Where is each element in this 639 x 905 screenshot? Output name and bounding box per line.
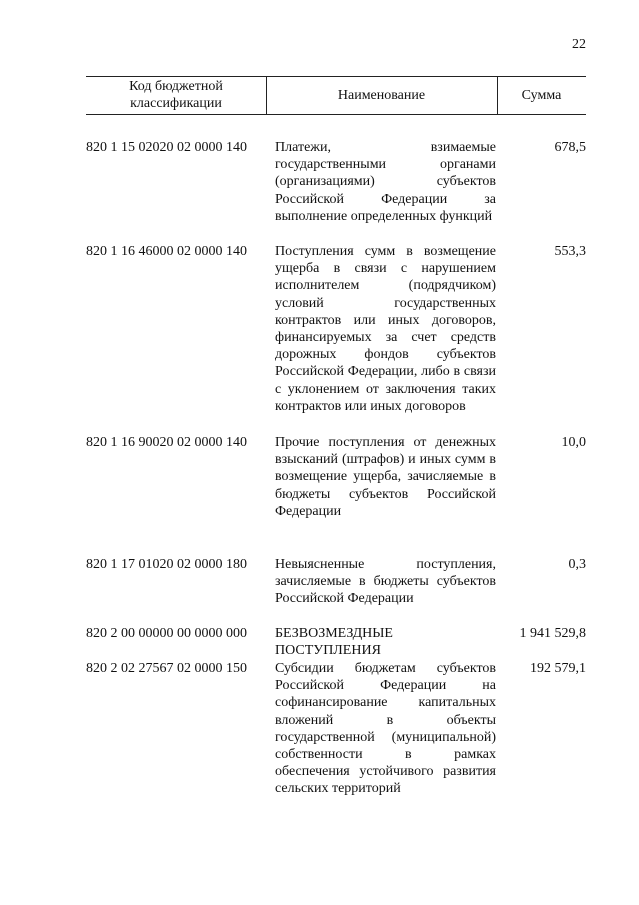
item-amount: 678,5: [554, 140, 586, 155]
item-name: Платежи, взимаемые государственными органами (организациями) субъектов Российской Федерации за выполнение определенных функций: [275, 140, 496, 224]
item-name: Невыясненные поступления, зачисляемые в бюджеты субъектов Российской Федерации: [275, 557, 496, 607]
header-bottom-border: [86, 114, 586, 115]
budget-code: 820 2 02 27567 02 0000 150: [86, 661, 247, 676]
page-number: 22: [572, 37, 586, 52]
budget-code: 820 1 16 90020 02 0000 140: [86, 435, 247, 450]
column-header-name: Наименование: [337, 87, 426, 103]
item-amount: 10,0: [561, 435, 586, 450]
item-amount: 1 941 529,8: [519, 626, 586, 641]
item-name: БЕЗВОЗМЕЗДНЫЕ ПОСТУПЛЕНИЯ: [275, 626, 393, 659]
item-name: Прочие поступления от денежных взысканий (штрафов) и иных сумм в возмещение ущерба, зачисляемые в бюджеты субъектов Российской Федерации: [275, 435, 496, 519]
column-header-amount: Сумма: [521, 87, 562, 103]
item-name: Субсидии бюджетам субъектов Российской Федерации на софинансирование капитальных вложений в объекты государственной (муниципальной) собственности в рамках обеспечения устойчивого развития сельских территорий: [275, 661, 496, 797]
budget-code: 820 1 16 46000 02 0000 140: [86, 244, 247, 259]
item-name: Поступления сумм в возмещение ущерба в связи с нарушением исполнителем (подрядчиком) условий государственных контрактов или иных договоров, финансируемых за счет средств дорожных фондов субъектов Российской Федерации, либо в связи с уклонением от заключения таких контрактов или иных договоров: [275, 244, 496, 414]
column-header-code: Код бюджетной классификации: [129, 79, 223, 111]
budget-code: 820 1 17 01020 02 0000 180: [86, 557, 247, 572]
budget-code: 820 1 15 02020 02 0000 140: [86, 140, 247, 155]
item-amount: 0,3: [568, 557, 586, 572]
item-amount: 192 579,1: [530, 661, 586, 676]
budget-code: 820 2 00 00000 00 0000 000: [86, 626, 247, 641]
item-amount: 553,3: [554, 244, 586, 259]
